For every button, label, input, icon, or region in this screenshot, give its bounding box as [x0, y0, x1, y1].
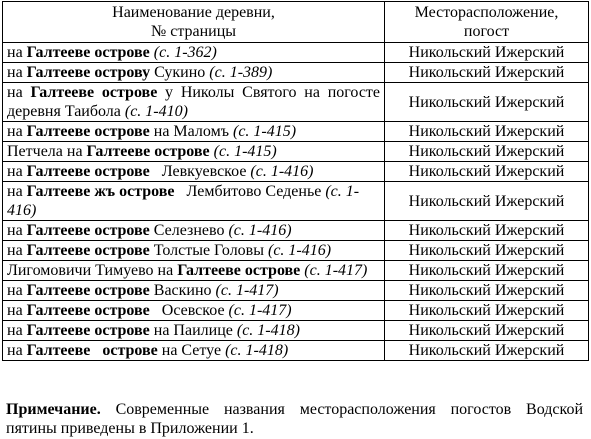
village-text: на — [7, 84, 31, 101]
header-location — [385, 2, 589, 43]
header-village-name-line2: № страницы — [150, 23, 237, 40]
footnote — [6, 400, 583, 438]
island-name: Галтееве острове — [86, 143, 210, 160]
village-text: на — [7, 242, 27, 259]
village-name-cell — [3, 63, 385, 83]
village-text: Лигомовичи Тимуево на — [7, 262, 178, 279]
village-name-cell — [3, 321, 385, 341]
table-row — [3, 341, 589, 361]
footnote-label: Примечание. — [6, 401, 101, 418]
village-text: Сукино — [150, 64, 210, 81]
village-name-cell — [3, 341, 385, 361]
island-name: Галтееве острову — [26, 64, 151, 81]
village-text: на — [7, 163, 27, 180]
table-row — [3, 63, 589, 83]
village-text: на — [7, 44, 27, 61]
header-village-name — [3, 2, 385, 43]
village-text: на — [7, 342, 27, 359]
page-reference: (с. 1-417) — [304, 262, 368, 279]
village-name-cell — [3, 241, 385, 261]
island-name: Галтееве острове — [26, 302, 150, 319]
page-reference: (с. 1-415) — [232, 123, 297, 140]
island-name: Галтееве острове — [177, 262, 301, 279]
island-name: Галтееве острове — [26, 282, 150, 299]
page-reference: (с. 1-389) — [209, 64, 273, 81]
location-cell: Никольский Ижерский — [385, 142, 589, 162]
header-village-name-line1: Наименование деревни, — [112, 4, 275, 21]
location-cell: Никольский Ижерский — [385, 321, 589, 341]
village-text: на — [7, 64, 27, 81]
village-text: у Николы Святого на погосте деревня Таибола — [7, 84, 385, 120]
village-name-cell — [3, 83, 385, 122]
table-header — [3, 2, 589, 43]
location-cell: Никольский Ижерский — [385, 341, 589, 361]
island-name: Галтееве острове — [26, 123, 150, 140]
village-name-cell — [3, 221, 385, 241]
location-cell: Никольский Ижерский — [385, 221, 589, 241]
table-row — [3, 142, 589, 162]
page-reference: (с. 1-418) — [236, 322, 300, 339]
villages-table — [2, 1, 589, 361]
location-cell: Никольский Ижерский — [385, 83, 589, 122]
table-row — [3, 162, 589, 182]
village-text: на Паилице — [149, 322, 237, 339]
village-name-cell — [3, 182, 385, 221]
island-name: Галтееве острове — [26, 342, 158, 359]
table-row — [3, 321, 589, 341]
page-reference: (с. 1-416) — [7, 183, 360, 219]
village-text: на — [7, 282, 27, 299]
page-reference: (с. 1-410) — [124, 103, 188, 120]
village-name-cell — [3, 162, 385, 182]
location-cell: Никольский Ижерский — [385, 281, 589, 301]
table-row — [3, 301, 589, 321]
page-reference: (с. 1-362) — [153, 44, 217, 61]
village-text: на — [7, 123, 27, 140]
village-text: на — [7, 183, 27, 200]
table-row — [3, 221, 589, 241]
island-name: Галтееве острове — [26, 44, 150, 61]
village-name-cell — [3, 301, 385, 321]
table-row — [3, 261, 589, 281]
village-text: Селезнево — [149, 222, 229, 239]
page-reference: (с. 1-416) — [267, 242, 332, 259]
village-name-cell — [3, 43, 385, 63]
table-row — [3, 241, 589, 261]
village-text: Толстые Головы — [149, 242, 268, 259]
footnote-text: Современные названия месторасположения погостов Водской пятины приведены в Приложении 1. — [6, 401, 583, 437]
table-row — [3, 281, 589, 301]
table-body — [3, 43, 589, 361]
village-name-cell — [3, 261, 385, 281]
table-row — [3, 43, 589, 63]
island-name: Галтееве острове — [30, 84, 158, 101]
island-name: Галтееве острове — [26, 222, 150, 239]
village-name-cell — [3, 281, 385, 301]
location-cell: Никольский Ижерский — [385, 261, 589, 281]
location-cell: Никольский Ижерский — [385, 301, 589, 321]
village-text: на — [7, 302, 27, 319]
village-name-cell — [3, 122, 385, 142]
page-reference: (с. 1-417) — [228, 302, 292, 319]
table-row — [3, 182, 589, 221]
page-reference: (с. 1-416) — [228, 222, 292, 239]
island-name: Галтееве острове — [26, 322, 150, 339]
location-cell: Никольский Ижерский — [385, 63, 589, 83]
village-text: на — [7, 322, 27, 339]
village-text: Левкуевское — [149, 163, 251, 180]
village-text: Лембитово Седенье — [174, 183, 326, 200]
village-text: Осевское — [149, 302, 229, 319]
page-reference: (с. 1-417) — [215, 282, 279, 299]
island-name: Галтееве острове — [26, 242, 150, 259]
page-reference: (с. 1-418) — [225, 342, 289, 359]
island-name: Галтееве жъ острове — [26, 183, 175, 200]
village-text: на — [7, 222, 27, 239]
location-cell: Никольский Ижерский — [385, 122, 589, 142]
island-name: Галтееве острове — [26, 163, 150, 180]
village-text: на Сетуе — [157, 342, 226, 359]
village-text: Васкино — [149, 282, 216, 299]
location-cell: Никольский Ижерский — [385, 182, 589, 221]
table-row — [3, 122, 589, 142]
page-reference: (с. 1-416) — [250, 163, 314, 180]
table-row — [3, 83, 589, 122]
location-cell: Никольский Ижерский — [385, 162, 589, 182]
location-cell: Никольский Ижерский — [385, 241, 589, 261]
header-location-line2: погост — [463, 23, 510, 40]
village-text: Петчела на — [7, 143, 87, 160]
header-location-line1: Месторасположение, — [414, 4, 559, 21]
page-reference: (с. 1-415) — [213, 143, 277, 160]
village-name-cell — [3, 142, 385, 162]
village-text: на Маломъ — [149, 123, 233, 140]
location-cell: Никольский Ижерский — [385, 43, 589, 63]
